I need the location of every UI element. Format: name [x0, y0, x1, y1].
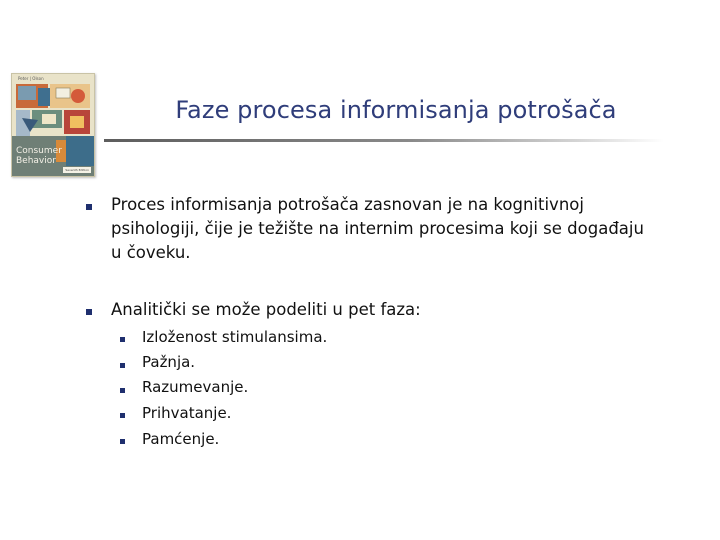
cover-author-text: Peter | Olson — [18, 76, 44, 81]
sub-bullet-marker — [120, 413, 125, 418]
bullet-1-line-1: Proces informisanja potrošača zasnovan je na kognitivnoj — [111, 195, 584, 214]
sub-bullet-marker — [120, 439, 125, 444]
sub-item-5: Pamćenje. — [142, 430, 220, 448]
sub-bullet-marker — [120, 363, 125, 368]
sub-bullet-marker — [120, 388, 125, 393]
bullet-1-line-2: psihologiji, čije je težište na internim procesima koji se događaju — [111, 219, 644, 238]
bullet-marker — [86, 204, 92, 210]
title-divider — [104, 139, 664, 142]
bullet-marker — [86, 309, 92, 315]
cover-title-line2: Behavior — [16, 156, 56, 166]
sub-item-4: Prihvatanje. — [142, 404, 232, 422]
slide-title: Faze procesa informisanja potrošača — [175, 96, 617, 124]
cover-title-line1: Consumer — [16, 146, 62, 156]
sub-item-1: Izloženost stimulansima. — [142, 328, 328, 346]
book-cover-image — [11, 73, 95, 177]
bullet-2-line-1: Analitički se može podeliti u pet faza: — [111, 300, 421, 319]
sub-item-3: Razumevanje. — [142, 378, 249, 396]
sub-item-2: Pažnja. — [142, 353, 196, 371]
bullet-1-line-3: u čoveku. — [111, 243, 191, 262]
cover-edition-tag: Seventh Edition — [65, 168, 89, 172]
sub-bullet-marker — [120, 337, 125, 342]
